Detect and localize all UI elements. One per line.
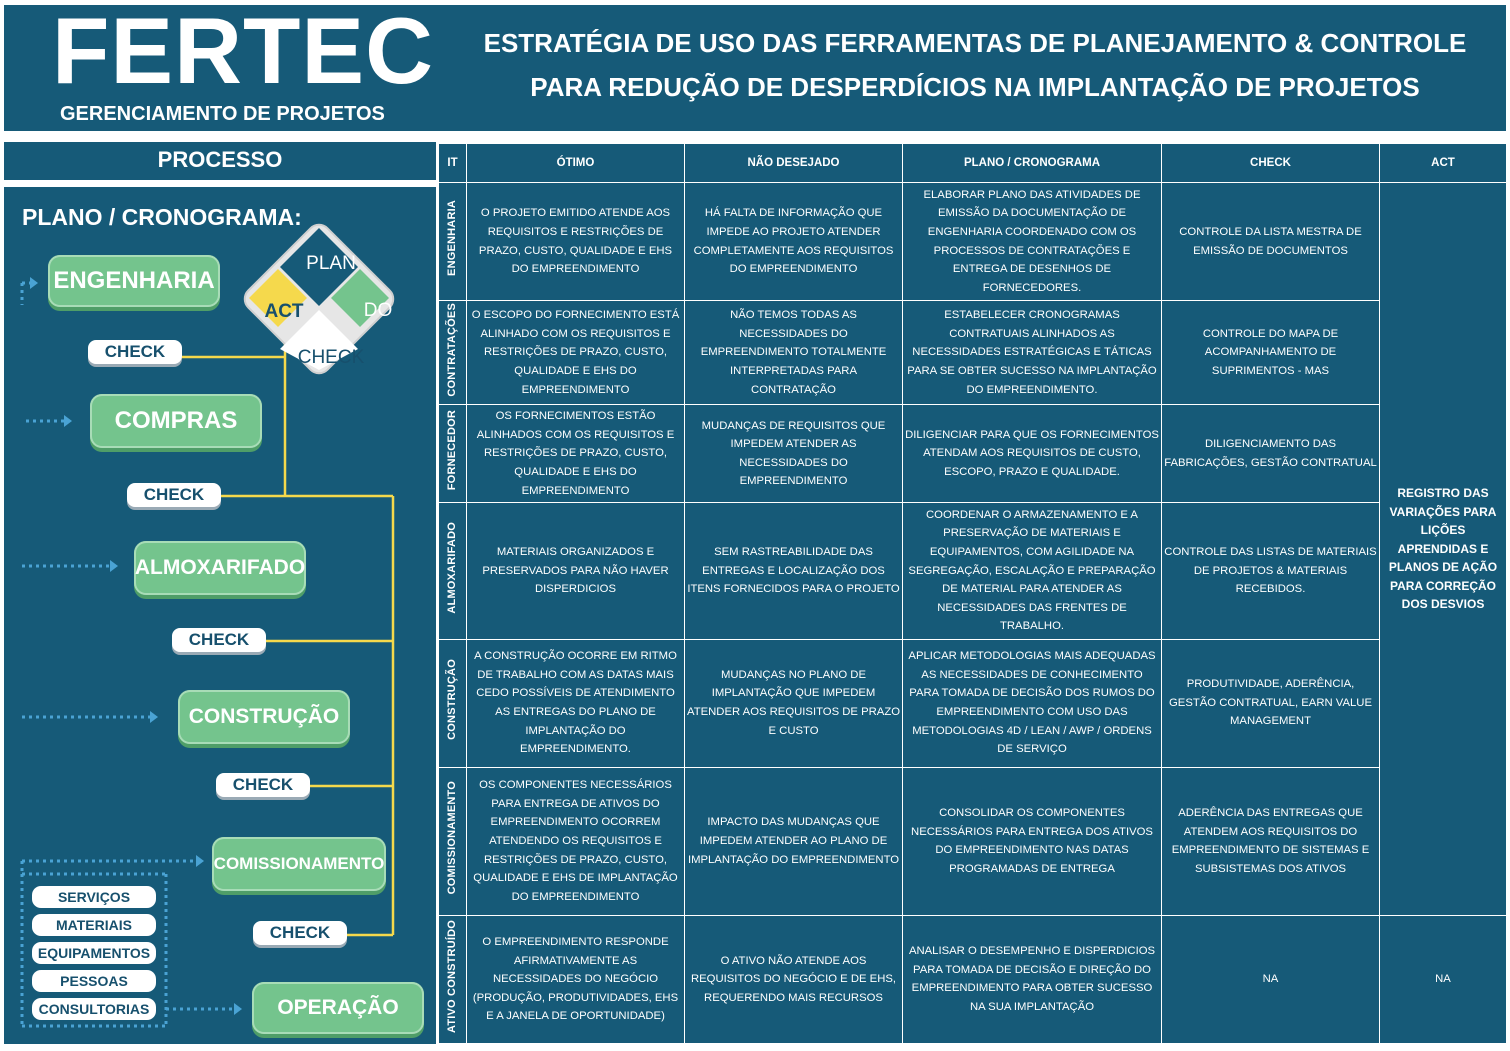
cell-otimo: A CONSTRUÇÃO OCORRE EM RITMO DE TRABALHO COM AS DATAS MAIS CEDO POSSÍVEIS DE ATENDIMENTO AS ENTREGAS DO PLANO DE IMPLANTAÇÃO DO EMPREENDIMENTO. bbox=[467, 639, 685, 767]
stage-almoxarifado: ALMOXARIFADO bbox=[134, 541, 306, 595]
table-row bbox=[439, 183, 1507, 301]
process-label: PROCESSO bbox=[4, 142, 436, 180]
row-it-label: ATIVO CONSTRUÍDO bbox=[446, 919, 459, 1033]
cell-plano: DILIGENCIAR PARA QUE OS FORNECIMENTOS ATENDAM AOS REQUISITOS DE CUSTO, ESCOPO, PRAZO E QUALIDADE. bbox=[903, 405, 1162, 503]
check-badge-3: CHECK bbox=[172, 628, 266, 652]
header-otimo: ÓTIMO bbox=[467, 144, 685, 183]
row-it-cell bbox=[439, 767, 467, 915]
resource-servicos: SERVIÇOS bbox=[32, 886, 156, 908]
stage-engenharia: ENGENHARIA bbox=[48, 255, 220, 307]
table-row bbox=[439, 915, 1507, 1043]
resource-equipamentos: EQUIPAMENTOS bbox=[32, 942, 156, 964]
cell-nao-desejado: O ATIVO NÃO ATENDE AOS REQUISITOS DO NEGÓCIO E DE EHS, REQUERENDO MAIS RECURSOS bbox=[685, 915, 903, 1043]
resource-pessoas: PESSOAS bbox=[32, 970, 156, 992]
plan-title: PLANO / CRONOGRAMA: bbox=[22, 204, 302, 230]
cell-plano: COORDENAR O ARMAZENAMENTO E A PRESERVAÇÃO DE MATERIAIS E EQUIPAMENTOS, COM AGILIDADE NA SEGREGAÇÃO, ESCALAÇÃO E PREPARAÇÃO DE MATERIAL PARA ATENDER AS NECESSIDADES DAS FRENTES DE TRABALHO. bbox=[903, 503, 1162, 639]
header-plano: PLANO / CRONOGRAMA bbox=[903, 144, 1162, 183]
row-it-cell bbox=[439, 915, 467, 1043]
resource-consultorias: CONSULTORIAS bbox=[32, 998, 156, 1020]
logo-subtitle: GERENCIAMENTO DE PROJETOS bbox=[60, 103, 385, 125]
pdca-plan-label: PLAN bbox=[306, 253, 356, 274]
cell-nao-desejado: MUDANÇAS DE REQUISITOS QUE IMPEDEM ATENDER AS NECESSIDADES DO EMPREENDIMENTO bbox=[685, 405, 903, 503]
fertec-logo: FERTEC bbox=[52, 0, 434, 103]
check-badge-1: CHECK bbox=[88, 340, 182, 364]
table-row bbox=[439, 767, 1507, 915]
stage-operacao: OPERAÇÃO bbox=[252, 982, 424, 1034]
cell-otimo: O EMPREENDIMENTO RESPONDE AFIRMATIVAMENTE AS NECESSIDADES DO NEGÓCIO (PRODUÇÃO, PRODUTIVIDADES, EHS E A JANELA DE OPORTUNIDADE) bbox=[467, 915, 685, 1043]
header-act: ACT bbox=[1380, 144, 1507, 183]
table-row bbox=[439, 639, 1507, 767]
cell-nao-desejado: NÃO TEMOS TODAS AS NECESSIDADES DO EMPREENDIMENTO TOTALMENTE INTERPRETADAS PARA CONTRATAÇÃO bbox=[685, 301, 903, 405]
cell-check: CONTROLE DAS LISTAS DE MATERIAIS DE PROJETOS & MATERIAIS RECEBIDOS. bbox=[1162, 503, 1380, 639]
cell-nao-desejado: SEM RASTREABILIDADE DAS ENTREGAS E LOCALIZAÇÃO DOS ITENS FORNECIDOS PARA O PROJETO bbox=[685, 503, 903, 639]
strategy-table bbox=[438, 143, 1507, 1044]
table-row bbox=[439, 301, 1507, 405]
row-it-label: FORNECEDOR bbox=[446, 410, 459, 491]
cell-otimo: OS FORNECIMENTOS ESTÃO ALINHADOS COM OS REQUISITOS E RESTRIÇÕES DE PRAZO, CUSTO, QUALIDADE E EHS DO EMPREENDIMENTO bbox=[467, 405, 685, 503]
check-badge-5: CHECK bbox=[253, 921, 347, 945]
cell-nao-desejado: HÁ FALTA DE INFORMAÇÃO QUE IMPEDE AO PROJETO ATENDER COMPLETAMENTE AOS REQUISITOS DO EMPREENDIMENTO bbox=[685, 183, 903, 301]
pdca-do-label: DO bbox=[363, 300, 393, 321]
cell-act-main: REGISTRO DAS VARIAÇÕES PARA LIÇÕES APRENDIDAS E PLANOS DE AÇÃO PARA CORREÇÃO DOS DESVIOS bbox=[1380, 183, 1507, 916]
stage-compras: COMPRAS bbox=[90, 394, 262, 448]
cell-otimo: O PROJETO EMITIDO ATENDE AOS REQUISITOS E RESTRIÇÕES DE PRAZO, CUSTO, QUALIDADE E EHS DO EMPREENDIMENTO bbox=[467, 183, 685, 301]
check-badge-4: CHECK bbox=[216, 773, 310, 797]
table-row bbox=[439, 405, 1507, 503]
stage-comissionamento: COMISSIONAMENTO bbox=[212, 837, 386, 891]
row-it-cell bbox=[439, 405, 467, 503]
cell-check: CONTROLE DA LISTA MESTRA DE EMISSÃO DE DOCUMENTOS bbox=[1162, 183, 1380, 301]
cell-check: PRODUTIVIDADE, ADERÊNCIA, GESTÃO CONTRATUAL, EARN VALUE MANAGEMENT bbox=[1162, 639, 1380, 767]
header-nao-desejado: NÃO DESEJADO bbox=[685, 144, 903, 183]
pdca-act-label: ACT bbox=[264, 301, 304, 322]
header-it: IT bbox=[439, 144, 467, 183]
cell-check: NA bbox=[1162, 915, 1380, 1043]
header-title-line2: PARA REDUÇÃO DE DESPERDÍCIOS NA IMPLANTAÇÃO DE PROJETOS bbox=[530, 72, 1420, 102]
cell-check: CONTROLE DO MAPA DE ACOMPANHAMENTO DE SUPRIMENTOS - MAS bbox=[1162, 301, 1380, 405]
row-it-label: ALMOXARIFADO bbox=[446, 521, 459, 614]
cell-plano: ANALISAR O DESEMPENHO E DISPERDICIOS PARA TOMADA DE DECISÃO E DIREÇÃO DO EMPREENDIMENTO PARA OBTER SUCESSO NA SUA IMPLANTAÇÃO bbox=[903, 915, 1162, 1043]
resource-materiais: MATERIAIS bbox=[32, 914, 156, 936]
cell-plano: APLICAR METODOLOGIAS MAIS ADEQUADAS AS NECESSIDADES DE CONHECIMENTO PARA TOMADA DE DECISÃO DOS RUMOS DO EMPREENDIMENTO COM USO DAS METODOLOGIAS 4D / LEAN / AWP / ORDENS DE SERVIÇO bbox=[903, 639, 1162, 767]
cell-plano: ELABORAR PLANO DAS ATIVIDADES DE EMISSÃO DA DOCUMENTAÇÃO DE ENGENHARIA COORDENADO COM OS PROCESSOS DE CONTRATAÇÕES E ENTREGA DE DESENHOS DE FORNECEDORES. bbox=[903, 183, 1162, 301]
header-check: CHECK bbox=[1162, 144, 1380, 183]
row-it-label: CONTRATAÇÕES bbox=[446, 302, 459, 397]
header-title-line1: ESTRATÉGIA DE USO DAS FERRAMENTAS DE PLANEJAMENTO & CONTROLE bbox=[483, 28, 1467, 58]
stage-construcao: CONSTRUÇÃO bbox=[178, 690, 350, 744]
table-header-row bbox=[439, 144, 1507, 183]
cell-otimo: O ESCOPO DO FORNECIMENTO ESTÁ ALINHADO COM OS REQUISITOS E RESTRIÇÕES DE PRAZO, CUSTO, QUALIDADE E EHS DO EMPREENDIMENTO bbox=[467, 301, 685, 405]
cell-nao-desejado: MUDANÇAS NO PLANO DE IMPLANTAÇÃO QUE IMPEDEM ATENDER AOS REQUISITOS DE PRAZO E CUSTO bbox=[685, 639, 903, 767]
cell-otimo: OS COMPONENTES NECESSÁRIOS PARA ENTREGA DE ATIVOS DO EMPREENDIMENTO OCORREM ATENDENDO OS REQUISITOS E RESTRIÇÕES DE PRAZO, CUSTO, QUALIDADE E EHS DE IMPLANTAÇÃO DO EMPREENDIMENTO bbox=[467, 767, 685, 915]
row-it-label: ENGENHARIA bbox=[446, 200, 459, 277]
check-badge-2: CHECK bbox=[127, 483, 221, 507]
row-it-label: COMISSIONAMENTO bbox=[446, 781, 459, 895]
pdca-check-label: CHECK bbox=[297, 347, 365, 368]
cell-nao-desejado: IMPACTO DAS MUDANÇAS QUE IMPEDEM ATENDER AO PLANO DE IMPLANTAÇÃO DO EMPREENDIMENTO bbox=[685, 767, 903, 915]
cell-check: ADERÊNCIA DAS ENTREGAS QUE ATENDEM AOS REQUISITOS DO EMPREENDIMENTO DE SISTEMAS E SUBSISTEMAS DOS ATIVOS bbox=[1162, 767, 1380, 915]
cell-act: NA bbox=[1380, 915, 1507, 1043]
row-it-cell bbox=[439, 639, 467, 767]
row-it-label: CONSTRUÇÃO bbox=[446, 659, 459, 741]
cell-plano: CONSOLIDAR OS COMPONENTES NECESSÁRIOS PARA ENTREGA DOS ATIVOS DO EMPREENDIMENTO NAS DATAS PROGRAMADAS DE ENTREGA bbox=[903, 767, 1162, 915]
cell-check: DILIGENCIAMENTO DAS FABRICAÇÕES, GESTÃO CONTRATUAL bbox=[1162, 405, 1380, 503]
cell-otimo: MATERIAIS ORGANIZADOS E PRESERVADOS PARA NÃO HAVER DISPERDICIOS bbox=[467, 503, 685, 639]
cell-plano: ESTABELECER CRONOGRAMAS CONTRATUAIS ALINHADOS AS NECESSIDADES ESTRATÉGICAS E TÁTICAS PARA SE OBTER SUCESSO NA IMPLANTAÇÃO DO EMPREENDIMENTO. bbox=[903, 301, 1162, 405]
row-it-cell bbox=[439, 301, 467, 405]
row-it-cell bbox=[439, 183, 467, 301]
row-it-cell bbox=[439, 503, 467, 639]
table-row bbox=[439, 503, 1507, 639]
